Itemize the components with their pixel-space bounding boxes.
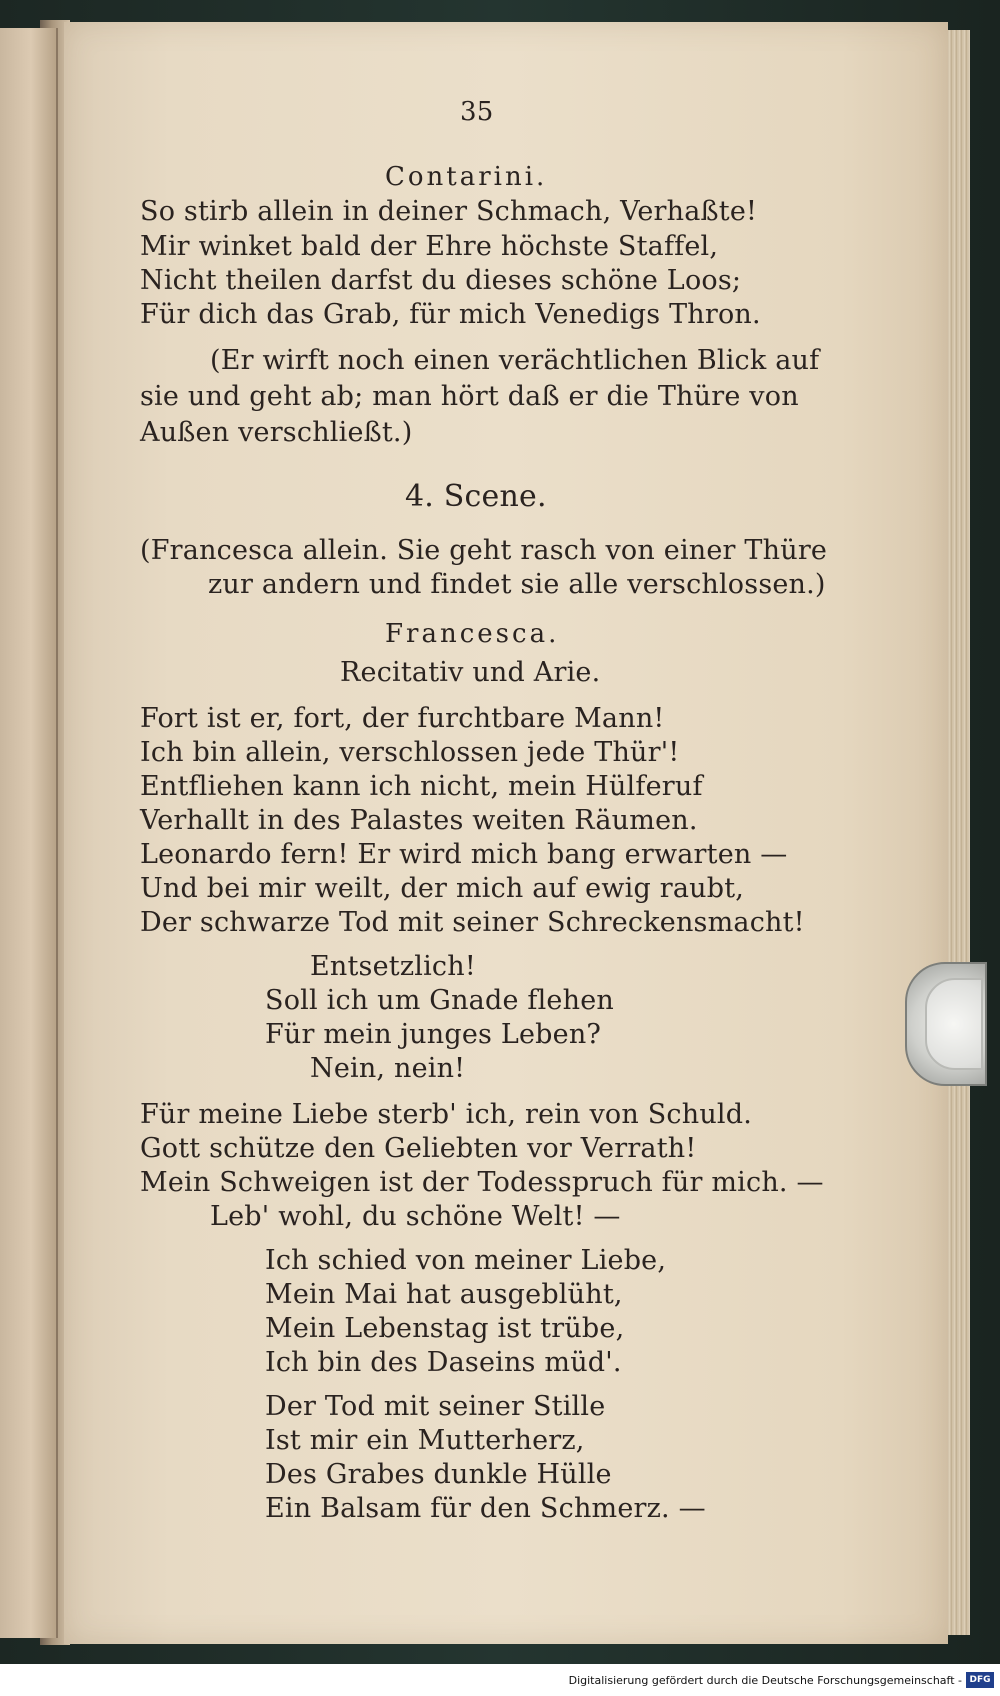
stage-direction: Außen verschließt.) — [140, 417, 413, 448]
aria-line: Des Grabes dunkle Hülle — [265, 1459, 612, 1490]
verse-line: Entfliehen kann ich nicht, mein Hülferuf — [140, 771, 703, 802]
stage-direction: zur andern und findet sie alle verschlossen.) — [208, 569, 826, 600]
aria-line: Mein Lebenstag ist trübe, — [265, 1313, 625, 1344]
verse-line: So stirb allein in deiner Schmach, Verhaßte! — [140, 196, 758, 227]
aria-line: Der Tod mit seiner Stille — [265, 1391, 606, 1422]
stage-direction: sie und geht ab; man hört daß er die Thüre von — [140, 381, 799, 412]
verse-line: Gott schütze den Geliebten vor Verrath! — [140, 1133, 697, 1164]
verse-line: Leonardo fern! Er wird mich bang erwarten — — [140, 839, 788, 870]
subheading-recitativ: Recitativ und Arie. — [340, 657, 601, 688]
verse-line: Für mein junges Leben? — [265, 1019, 602, 1050]
stage-direction: (Er wirft noch einen verächtlichen Blick auf — [210, 345, 820, 376]
verse-line: Fort ist er, fort, der furchtbare Mann! — [140, 703, 665, 734]
dfg-logo: DFG — [966, 1672, 994, 1688]
page-clip-highlight — [925, 978, 983, 1070]
verse-line: Der schwarze Tod mit seiner Schreckensmacht! — [140, 907, 805, 938]
aria-line: Ich schied von meiner Liebe, — [265, 1245, 667, 1276]
page-clip-icon — [905, 962, 987, 1086]
aria-line: Ein Balsam für den Schmerz. — — [265, 1493, 706, 1524]
aria-line: Ist mir ein Mutterherz, — [265, 1425, 585, 1456]
aria-line: Mein Mai hat ausgeblüht, — [265, 1279, 623, 1310]
verse-line: Und bei mir weilt, der mich auf ewig raubt, — [140, 873, 745, 904]
page-stack-edge — [948, 30, 970, 1635]
verse-line: Soll ich um Gnade flehen — [265, 985, 614, 1016]
verse-line: Für dich das Grab, für mich Venedigs Thron. — [140, 299, 761, 330]
scene-heading: 4. Scene. — [405, 479, 547, 514]
verse-line: Mein Schweigen ist der Todesspruch für mich. — — [140, 1167, 824, 1198]
stage-direction: (Francesca allein. Sie geht rasch von einer Thüre — [140, 535, 828, 566]
verse-line: Leb' wohl, du schöne Welt! — — [210, 1201, 621, 1232]
speaker-francesca: Francesca. — [385, 619, 560, 649]
speaker-contarini: Contarini. — [385, 162, 548, 192]
verse-line: Verhallt in des Palastes weiten Räumen. — [140, 805, 698, 836]
verse-line: Nicht theilen darfst du dieses schöne Loos; — [140, 265, 742, 296]
verse-line: Entsetzlich! — [310, 951, 476, 982]
verse-line: Ich bin allein, verschlossen jede Thür'! — [140, 737, 680, 768]
page-number: 35 — [460, 97, 494, 127]
verse-line: Mir winket bald der Ehre höchste Staffel, — [140, 231, 719, 262]
previous-page-edge — [0, 28, 58, 1638]
footer-credit: Digitalisierung gefördert durch die Deutsche Forschungsgemeinschaft - — [568, 1674, 962, 1687]
verse-line: Für meine Liebe sterb' ich, rein von Schuld. — [140, 1099, 753, 1130]
verse-line: Nein, nein! — [310, 1053, 466, 1084]
aria-line: Ich bin des Daseins müd'. — [265, 1347, 622, 1378]
